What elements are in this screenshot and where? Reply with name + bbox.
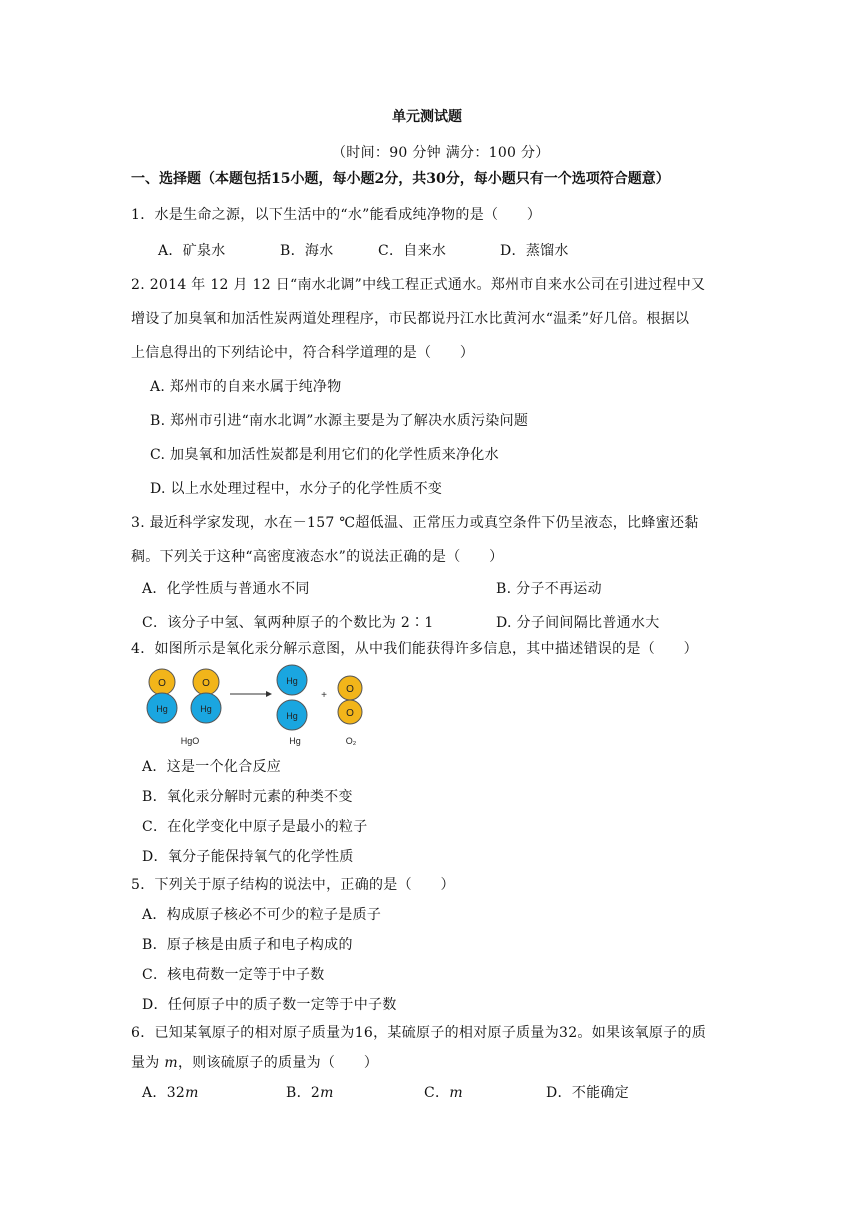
q2-option-b: B. 郑州市引进“南水北调”水源主要是为了解决水质污染问题 xyxy=(150,413,529,429)
o2-label: O₂ xyxy=(345,736,357,746)
q5-option-c: C．核电荷数一定等于中子数 xyxy=(142,967,325,983)
q1-option-b: B．海水 xyxy=(280,243,334,259)
q3-option-b: B. 分子不再运动 xyxy=(496,581,602,597)
question-2-line-1: 2. 2014 年 12 月 12 日“南水北调”中线工程正式通水。郑州市自来水公司在引进过程中又 xyxy=(131,277,706,293)
oxygen-atom-label: O xyxy=(346,708,354,719)
variable-m: m xyxy=(164,1055,178,1071)
q4-option-c: C．在化学变化中原子是最小的粒子 xyxy=(142,819,368,835)
q2-option-a: A. 郑州市的自来水属于纯净物 xyxy=(150,379,342,395)
question-3-line-2: 稠。下列关于这种“高密度液态水”的说法正确的是（ ） xyxy=(131,549,504,565)
q6-option-a xyxy=(142,1082,199,1102)
mercury-atom-label: Hg xyxy=(156,704,168,714)
q1-option-a: A．矿泉水 xyxy=(158,243,226,259)
question-6-line-2 xyxy=(131,1052,378,1072)
q6-option-c xyxy=(424,1082,463,1102)
oxygen-atom-label: O xyxy=(158,678,166,689)
variable-m: m xyxy=(185,1085,199,1101)
mercury-atom-label: Hg xyxy=(286,711,298,721)
q2-option-c: C. 加臭氧和加活性炭都是利用它们的化学性质来净化水 xyxy=(150,447,499,463)
q3-option-d: D. 分子间间隔比普通水大 xyxy=(496,615,660,631)
q6-option-d xyxy=(546,1082,629,1102)
q1-option-c: C．自来水 xyxy=(378,243,447,259)
exam-info: （时间：90 分钟 满分：100 分） xyxy=(332,145,550,161)
hg-label: Hg xyxy=(289,736,301,746)
oxygen-atom-label: O xyxy=(202,678,210,689)
question-3-line-1: 3. 最近科学家发现，水在－157 ℃超低温、正常压力或真空条件下仍呈液态，比蜂蜜还黏 xyxy=(131,515,699,531)
q4-option-b: B．氧化汞分解时元素的种类不变 xyxy=(142,789,353,805)
q2-option-d: D. 以上水处理过程中，水分子的化学性质不变 xyxy=(150,481,443,497)
variable-m: m xyxy=(449,1085,463,1101)
mercury-atom-label: Hg xyxy=(286,676,298,686)
question-4-stem: 4．如图所示是氧化汞分解示意图，从中我们能获得许多信息，其中描述错误的是（ ） xyxy=(131,641,698,657)
oxygen-atom-label: O xyxy=(346,684,354,695)
hgo-label: HgO xyxy=(180,736,200,746)
mercury-oxide-decomposition-diagram xyxy=(140,664,380,750)
question-6-line-2-text: 量为 xyxy=(131,1055,165,1071)
q5-option-a: A．构成原子核必不可少的粒子是质子 xyxy=(142,907,382,923)
q3-option-a: A．化学性质与普通水不同 xyxy=(142,581,310,597)
plus-sign: + xyxy=(321,690,327,701)
question-6-line-1: 6．已知某氧原子的相对原子质量为16，某硫原子的相对原子质量为32。如果该氧原子的质 xyxy=(131,1025,707,1041)
question-1-stem: 1．水是生命之源，以下生活中的“水”能看成纯净物的是（ ） xyxy=(131,207,542,223)
mercury-atom-label: Hg xyxy=(200,704,212,714)
q4-option-d: D．氧分子能保持氧气的化学性质 xyxy=(142,849,354,865)
q5-option-d: D．任何原子中的质子数一定等于中子数 xyxy=(142,997,397,1013)
q6-option-c-text: C． xyxy=(424,1085,450,1101)
question-2-line-3: 上信息得出的下列结论中，符合科学道理的是（ ） xyxy=(131,345,475,361)
q5-option-b: B．原子核是由质子和电子构成的 xyxy=(142,937,353,953)
section-heading: 一、选择题（本题包括15小题，每小题2分，共30分，每小题只有一个选项符合题意） xyxy=(131,171,670,187)
hgo-molecule xyxy=(147,669,177,723)
q6-option-b xyxy=(286,1082,334,1102)
oxygen-molecule xyxy=(338,676,362,724)
reaction-arrow xyxy=(230,691,272,697)
page-title: 单元测试题 xyxy=(392,109,462,125)
q4-option-a: A．这是一个化合反应 xyxy=(142,759,282,775)
variable-m: m xyxy=(320,1085,334,1101)
q3-option-c: C．该分子中氢、氧两种原子的个数比为 2∶1 xyxy=(142,615,434,631)
hgo-molecule xyxy=(191,669,221,723)
question-6-line-2-text: ，则该硫原子的质量为（ ） xyxy=(177,1055,379,1071)
q6-option-b-text: B．2 xyxy=(286,1085,321,1101)
question-2-line-2: 增设了加臭氧和加活性炭两道处理程序，市民都说丹江水比黄河水“温柔”好几倍。根据以 xyxy=(131,311,690,327)
q6-option-d-text: D．不能确定 xyxy=(546,1085,630,1101)
question-5-stem: 5．下列关于原子结构的说法中，正确的是（ ） xyxy=(131,877,455,893)
q6-option-a-text: A．32 xyxy=(142,1085,186,1101)
q1-option-d: D．蒸馏水 xyxy=(500,243,569,259)
